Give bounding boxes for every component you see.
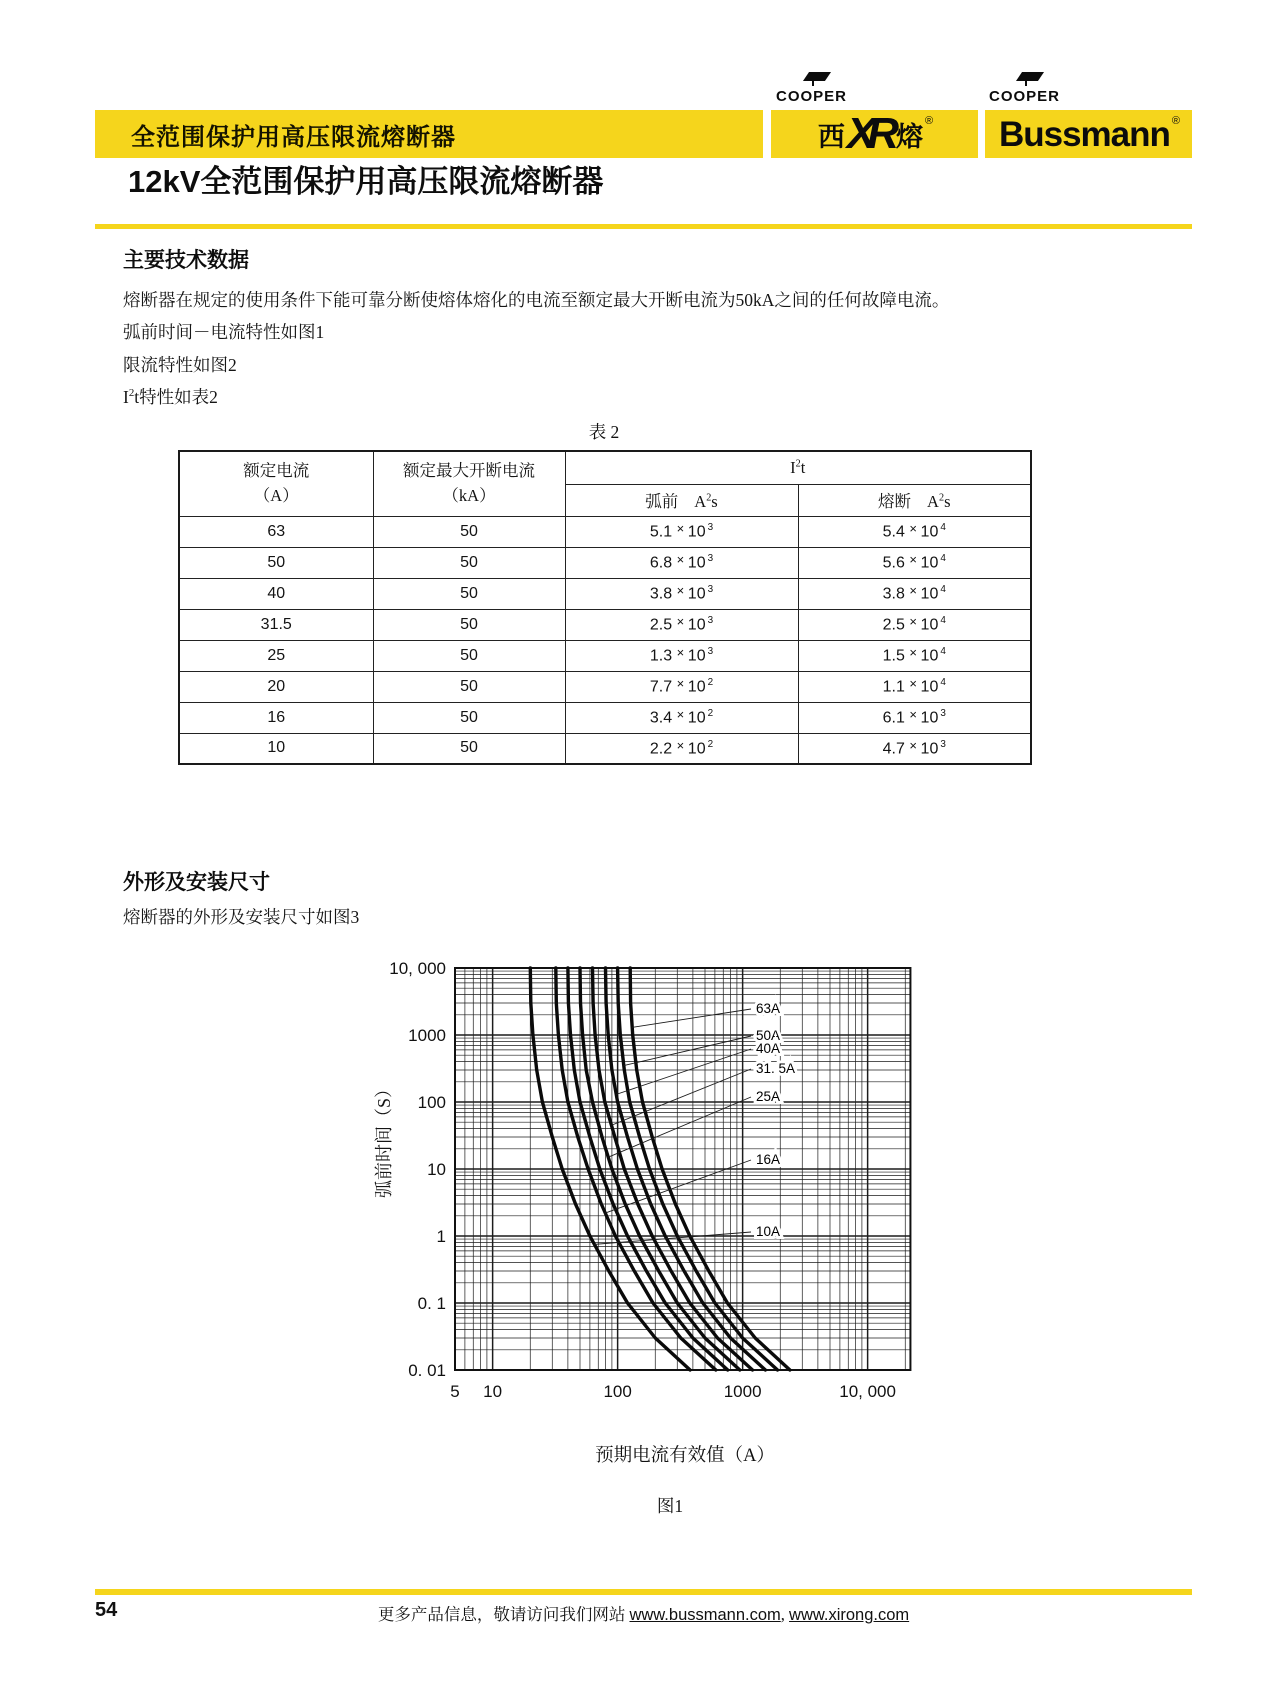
dimensions-heading: 外形及安装尺寸 — [123, 871, 270, 894]
xirong-website-link[interactable]: www.xirong.com — [789, 1606, 910, 1624]
table-row — [179, 640, 1031, 671]
table-row — [179, 702, 1031, 733]
curve-label-63A: 63A — [756, 1001, 781, 1016]
figure-caption: 图1 — [656, 1496, 684, 1516]
pre-arc-i2t-cell: 2.2 × 10 $^2$ — [565, 733, 798, 764]
pre-arc-i2t-cell: 7.7 × 10 $^2$ — [565, 671, 798, 702]
rated-current-cell: 10 — [179, 733, 373, 764]
pre-arc-note: 弧前时间－电流特性如图1 — [123, 322, 325, 342]
rated-current-cell: 16 — [179, 702, 373, 733]
breaking-current-cell: 50 — [373, 671, 565, 702]
curve-label-10A: 10A — [756, 1224, 781, 1239]
rated-current-cell: 20 — [179, 671, 373, 702]
pre-arc-i2t-cell: 1.3 × 10 $^3$ — [565, 640, 798, 671]
table-row — [179, 671, 1031, 702]
x-tick-label: 5 — [450, 1382, 460, 1401]
header-banner — [95, 110, 763, 158]
col-header-i2t: $I^2t$ — [565, 451, 1031, 484]
table-row — [179, 516, 1031, 547]
curve-label-40A: 40A — [756, 1041, 781, 1056]
breaking-current-cell: 50 — [373, 516, 565, 547]
cooper-wordmark-left: COOPER — [776, 88, 848, 105]
melting-i2t-cell: 1.1 × 10 $^4$ — [798, 671, 1031, 702]
cooper-wordmark-right: COOPER — [989, 88, 1061, 105]
xirong-char-rong: 熔 — [896, 121, 923, 152]
pre-arc-i2t-cell: 2.5 × 10 $^3$ — [565, 609, 798, 640]
y-tick-label: 0. 01 — [408, 1361, 446, 1380]
y-tick-label: 1 — [436, 1227, 446, 1246]
i2t-characteristics-table — [178, 450, 1032, 765]
breaking-current-cell: 50 — [373, 609, 565, 640]
rated-current-cell: 31.5 — [179, 609, 373, 640]
y-tick-label: 0. 1 — [417, 1294, 446, 1313]
bussmann-website-link[interactable]: www.bussmann.com — [629, 1606, 781, 1624]
curve-label-16A: 16A — [756, 1152, 781, 1167]
pre-arc-i2t-cell: 5.1 × 10 $^3$ — [565, 516, 798, 547]
title-divider-rule — [95, 224, 1192, 229]
table-row — [179, 578, 1031, 609]
xirong-logo-text — [817, 109, 934, 158]
col-header-pre-arc: 弧前 $A^2s$ — [565, 484, 798, 516]
bussmann-wordmark: Bussmann — [998, 114, 1170, 154]
bussmann-logo — [985, 110, 1192, 158]
rated-current-cell: 25 — [179, 640, 373, 671]
xirong-logo — [771, 110, 978, 158]
footer-divider-rule — [95, 1589, 1192, 1595]
dimensions-note: 熔断器的外形及安装尺寸如图3 — [123, 907, 360, 927]
breaking-current-cell: 50 — [373, 702, 565, 733]
col-header-breaking-current: 额定最大开断电流 （kA） — [373, 451, 565, 516]
table-row — [179, 609, 1031, 640]
label-leader-63A — [632, 1009, 751, 1027]
time-current-characteristic-chart — [330, 940, 1010, 1420]
footer-text — [0, 1601, 1287, 1625]
col-header-melting: 熔断 $A^2s$ — [798, 484, 1031, 516]
page-number: 54 — [95, 1599, 118, 1621]
xirong-char-xi: 西 — [817, 121, 845, 152]
pre-arc-i2t-cell: 3.8 × 10 $^3$ — [565, 578, 798, 609]
y-tick-label: 10, 000 — [389, 959, 446, 978]
chart-y-axis-title: 弧前时间（S） — [374, 1079, 394, 1199]
rated-current-cell: 50 — [179, 547, 373, 578]
registered-mark: ® — [1171, 115, 1181, 127]
i2t-note: $I^2t$特性如表2 — [123, 387, 218, 407]
x-tick-label: 1000 — [723, 1382, 762, 1401]
y-tick-label: 1000 — [408, 1026, 446, 1045]
table-row — [179, 733, 1031, 764]
breaking-current-cell: 50 — [373, 640, 565, 671]
curve-label-50A: 50A — [756, 1028, 781, 1043]
rated-current-cell: 40 — [179, 578, 373, 609]
col-header-rated-current: 额定电流 （A） — [179, 451, 373, 516]
y-tick-label: 10 — [427, 1160, 446, 1179]
melting-i2t-cell: 4.7 × 10 $^3$ — [798, 733, 1031, 764]
footer-text-prefix: 更多产品信息，敬请访问我们网站 — [377, 1605, 630, 1624]
table-caption: 表 2 — [588, 422, 620, 442]
breaking-current-cell: 50 — [373, 578, 565, 609]
breaking-current-cell: 50 — [373, 547, 565, 578]
chart-x-axis-title: 预期电流有效值（A） — [595, 1446, 775, 1466]
melting-i2t-cell: 6.1 × 10 $^3$ — [798, 702, 1031, 733]
tech-data-heading: 主要技术数据 — [123, 249, 249, 272]
label-leader-50A — [624, 1036, 751, 1066]
x-tick-label: 10, 000 — [839, 1382, 896, 1401]
tech-data-paragraph: 熔断器在规定的使用条件下能可靠分断使熔体熔化的电流至额定最大开断电流为50kA之间的任何故障电流。 — [123, 290, 950, 310]
melting-i2t-cell: 2.5 × 10 $^4$ — [798, 609, 1031, 640]
y-tick-label: 100 — [417, 1093, 446, 1112]
melting-i2t-cell: 5.4 × 10 $^4$ — [798, 516, 1031, 547]
cooper-flag-icon — [803, 72, 831, 81]
banner-title: 全范围保护用高压限流熔断器 — [131, 123, 456, 151]
curve-label-31.5A: 31. 5A — [756, 1061, 796, 1076]
pre-arc-i2t-cell: 6.8 × 10 $^3$ — [565, 547, 798, 578]
melting-i2t-cell: 1.5 × 10 $^4$ — [798, 640, 1031, 671]
cooper-flag-icon — [1016, 72, 1044, 81]
rated-current-cell: 63 — [179, 516, 373, 547]
page-title: 12kV全范围保护用高压限流熔断器 — [128, 164, 604, 199]
x-tick-label: 100 — [603, 1382, 632, 1401]
current-limit-note: 限流特性如图2 — [123, 355, 237, 375]
melting-i2t-cell: 5.6 × 10 $^4$ — [798, 547, 1031, 578]
xirong-xr-monogram: XR — [846, 109, 890, 158]
breaking-current-cell: 50 — [373, 733, 565, 764]
label-leader-16A — [605, 1160, 751, 1213]
registered-mark: ® — [925, 115, 934, 127]
melting-i2t-cell: 3.8 × 10 $^4$ — [798, 578, 1031, 609]
table-row — [179, 547, 1031, 578]
x-tick-label: 10 — [483, 1382, 503, 1401]
pre-arc-i2t-cell: 3.4 × 10 $^2$ — [565, 702, 798, 733]
footer-separator: , — [780, 1605, 790, 1624]
curve-label-25A: 25A — [756, 1089, 781, 1104]
